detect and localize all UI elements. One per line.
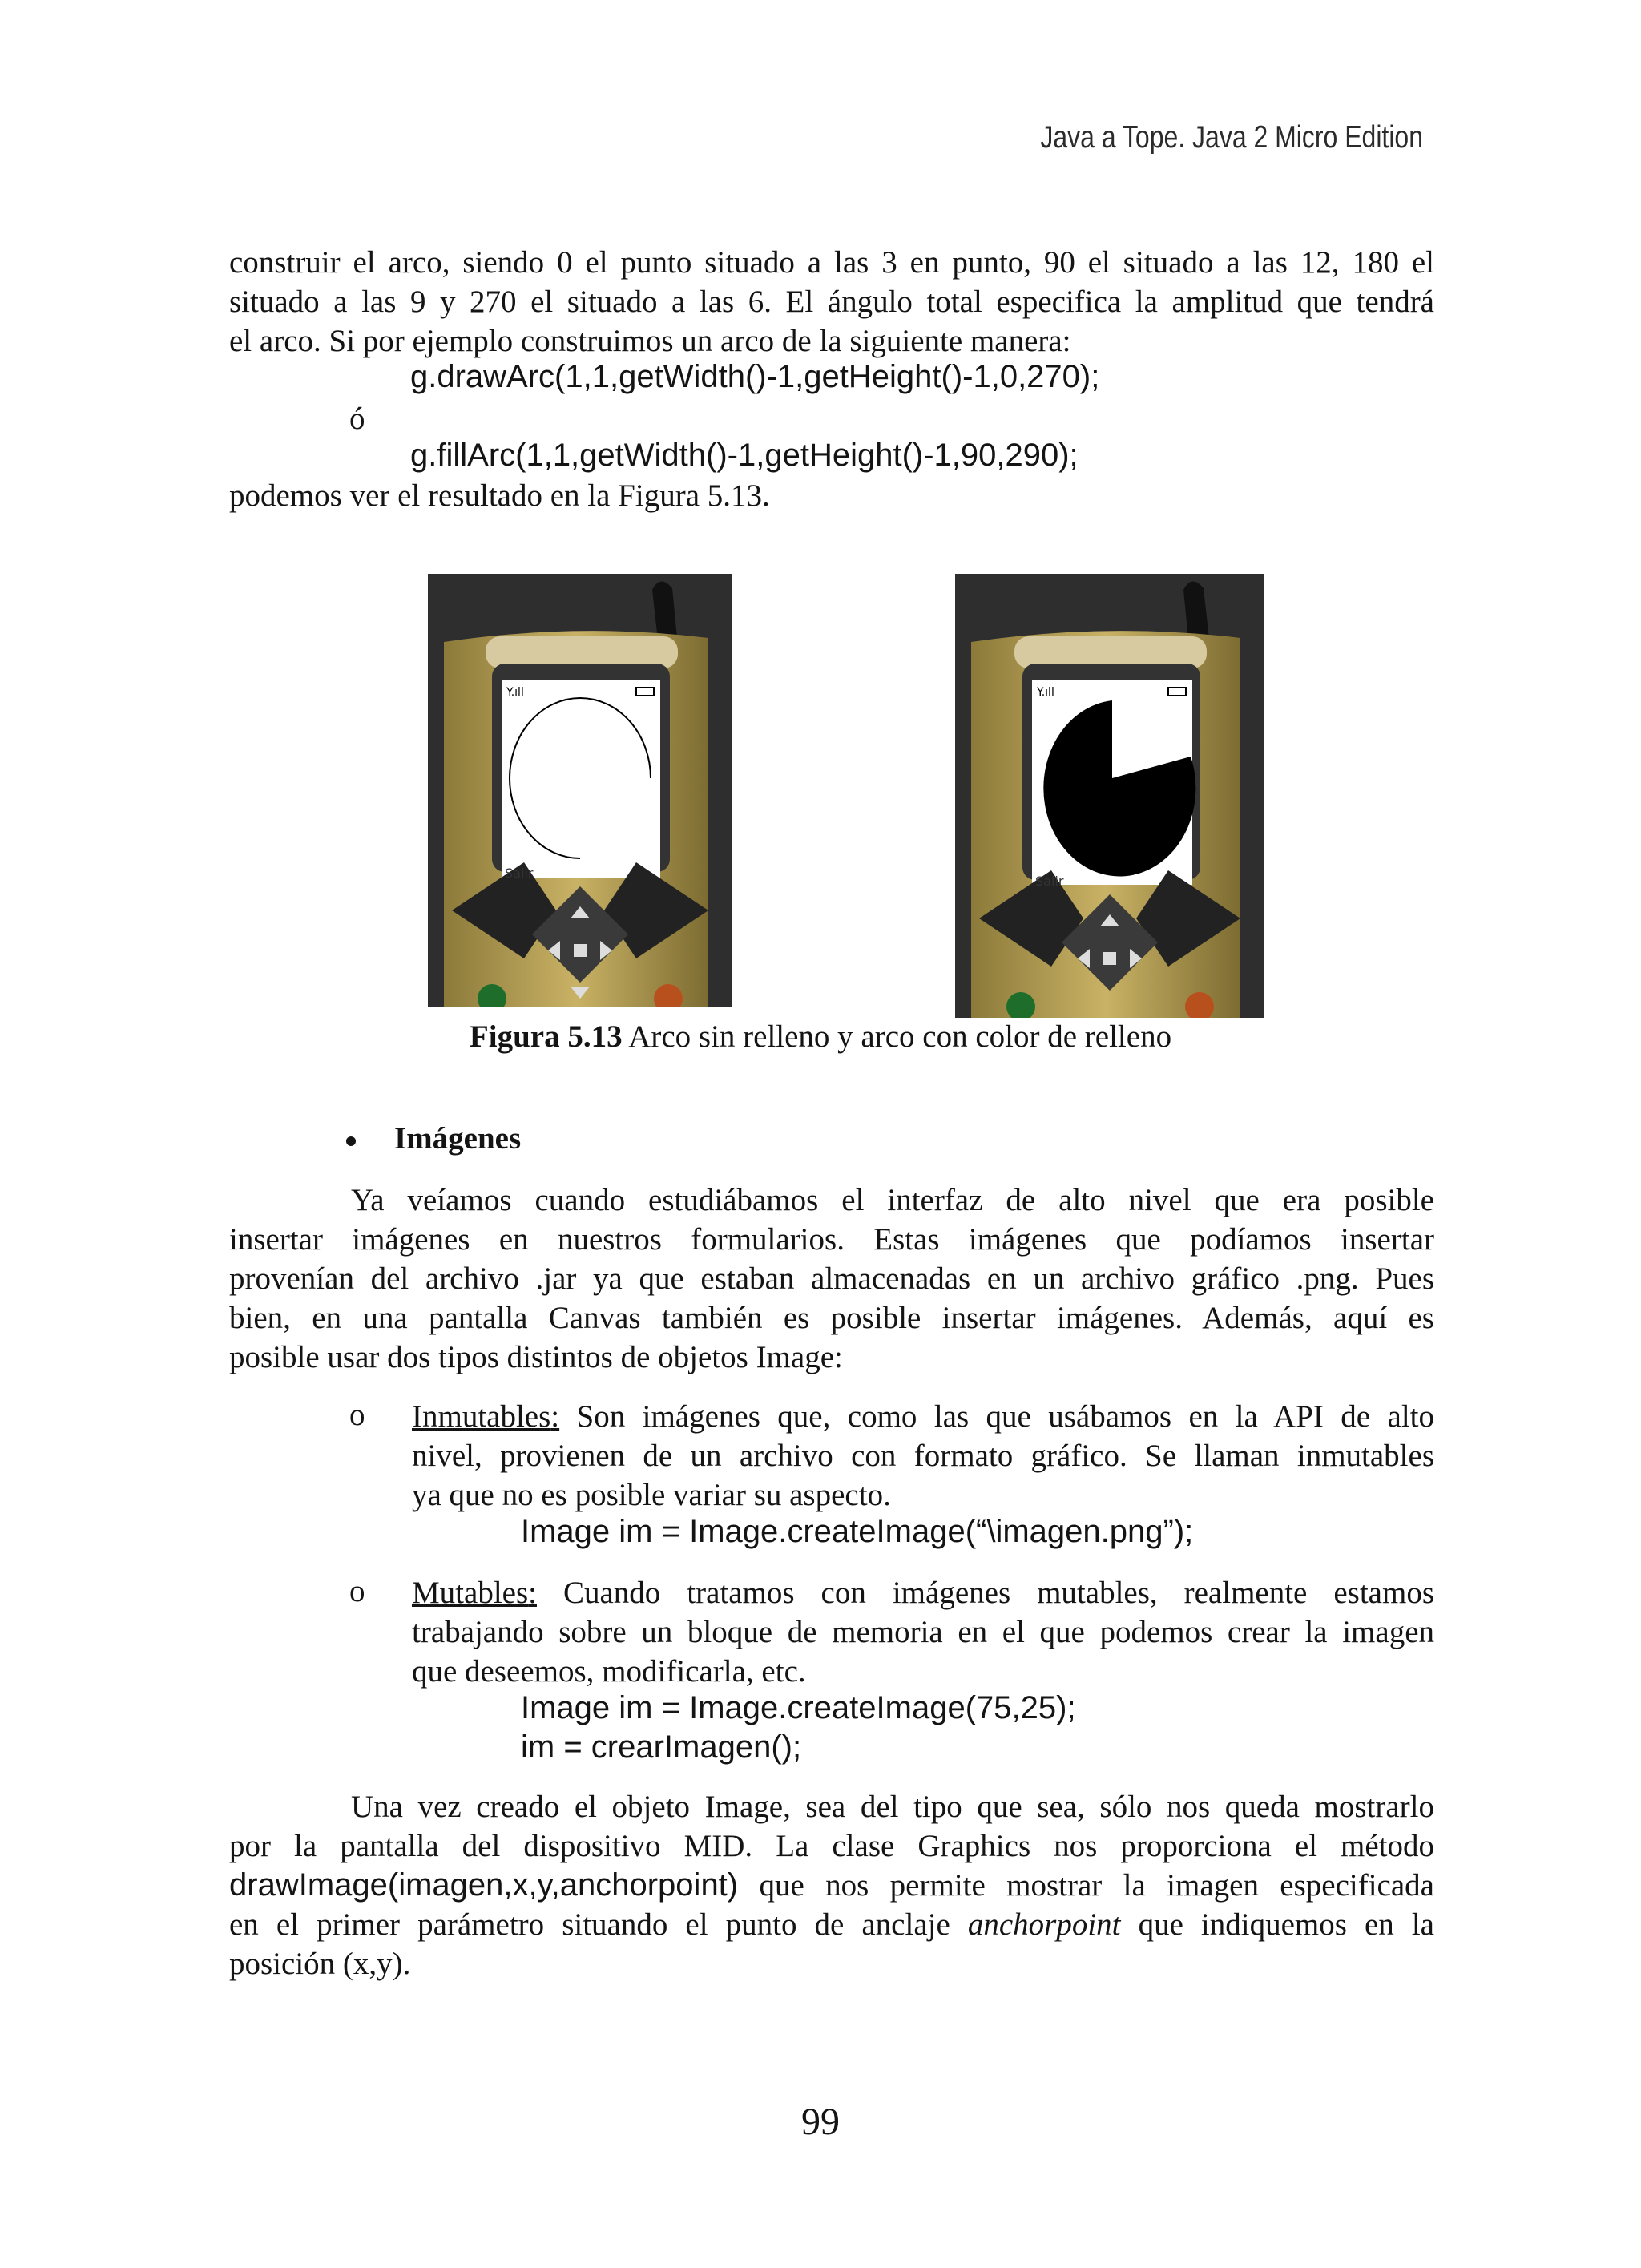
softkey-right-label: Salir <box>1035 874 1064 889</box>
section-heading <box>346 1120 521 1156</box>
figure-caption <box>0 1019 1641 1055</box>
text-line: Ya veíamos cuando estudiábamos el interfaz de alto nivel que era posible <box>351 1183 1434 1217</box>
text-line: bien, en una pantalla Canvas también es posible insertar imágenes. Además, aquí es <box>229 1301 1434 1335</box>
text-fragment: Cuando tratamos con imágenes mutables, realmente estamos <box>537 1576 1434 1610</box>
figure-phone-arc-outline <box>428 574 732 1007</box>
text-line <box>229 1866 1434 1905</box>
text-line <box>412 1573 1434 1612</box>
text-line <box>229 1905 1434 1944</box>
section-paragraph-1 <box>229 1180 1434 1377</box>
list-marker: o <box>349 1574 365 1608</box>
term-colon: : <box>550 1399 560 1434</box>
text-line: trabajando sobre un bloque de memoria en el que podemos crear la imagen <box>412 1615 1434 1649</box>
text-line: ya que no es posible variar su aspecto. <box>412 1478 891 1512</box>
intro-closing-line: podemos ver el resultado en la Figura 5.13. <box>229 478 770 513</box>
list-item-mutables <box>412 1573 1434 1691</box>
list-marker: o <box>349 1398 365 1432</box>
text-line: nivel, provienen de un archivo con formato gráfico. Se llaman inmutables <box>412 1439 1434 1473</box>
inline-code-draw-image: drawImage(imagen,x,y,anchorpoint) <box>229 1867 739 1903</box>
text-line: posible usar dos tipos distintos de objetos Image: <box>229 1340 843 1374</box>
code-draw-arc: g.drawArc(1,1,getWidth()-1,getHeight()-1,0,270); <box>410 359 1100 394</box>
text-fragment: Son imágenes que, como las que usábamos en la API de alto <box>559 1399 1434 1434</box>
softkey-left-label: Salir <box>505 866 534 881</box>
code-fill-arc: g.fillArc(1,1,getWidth()-1,getHeight()-1,90,290); <box>410 438 1079 473</box>
text-fragment: que indiquemos en la <box>1120 1907 1434 1942</box>
text-line: por la pantalla del dispositivo MID. La clase Graphics nos proporciona el método <box>229 1829 1434 1863</box>
text-line: Una vez creado el objeto Image, sea del tipo que sea, sólo nos queda mostrarlo <box>351 1790 1434 1824</box>
svg-text:Y.ıll: Y.ıll <box>1037 686 1054 699</box>
code-create-image-size: Image im = Image.createImage(75,25); <box>521 1690 1076 1725</box>
bullet-icon <box>346 1136 356 1146</box>
term-inmutables: Inmutables <box>412 1399 551 1434</box>
text-line: construir el arco, siendo 0 el punto situado a las 3 en punto, 90 el situado a las 12, 180 el <box>229 245 1434 280</box>
text-line <box>412 1397 1434 1436</box>
section-title: Imágenes <box>394 1121 522 1156</box>
term-mutables: Mutables <box>412 1576 529 1610</box>
text-line: situado a las 9 y 270 el situado a las 6. El ángulo total especifica la amplitud que tendrá <box>229 285 1434 319</box>
text-fragment: en el primer parámetro situando el punto de anclaje <box>229 1907 968 1942</box>
emphasis-anchorpoint: anchorpoint <box>967 1907 1121 1942</box>
section-paragraph-2 <box>229 1787 1434 1983</box>
text-line: posición (x,y). <box>229 1947 411 1981</box>
conjunction-or: ó <box>349 402 365 436</box>
figure-phone-arc-filled <box>955 574 1264 1018</box>
phone-illustration <box>428 574 732 1007</box>
list-item-inmutables <box>412 1397 1434 1515</box>
text-line: que deseemos, modificarla, etc. <box>412 1654 806 1689</box>
caption-label: Figura 5.13 <box>469 1019 623 1054</box>
phone-illustration <box>955 574 1264 1018</box>
running-header: Java a Tope. Java 2 Micro Edition <box>1040 120 1423 155</box>
svg-text:Y.ıll: Y.ıll <box>506 686 524 699</box>
code-crear-imagen: im = crearImagen(); <box>521 1729 802 1765</box>
caption-text: Arco sin relleno y arco con color de relleno <box>622 1019 1172 1054</box>
page-number: 99 <box>801 2101 840 2143</box>
code-create-image-png: Image im = Image.createImage(“\imagen.png”); <box>521 1514 1194 1549</box>
term-colon: : <box>528 1576 537 1610</box>
text-line: provenían del archivo .jar ya que estaban almacenadas en un archivo gráfico .png. Pues <box>229 1261 1434 1296</box>
text-line: el arco. Si por ejemplo construimos un arco de la siguiente manera: <box>229 324 1071 358</box>
intro-paragraph <box>229 243 1434 361</box>
text-fragment: que nos permite mostrar la imagen especificada <box>738 1868 1434 1903</box>
text-line: insertar imágenes en nuestros formularios. Estas imágenes que podíamos insertar <box>229 1222 1434 1257</box>
